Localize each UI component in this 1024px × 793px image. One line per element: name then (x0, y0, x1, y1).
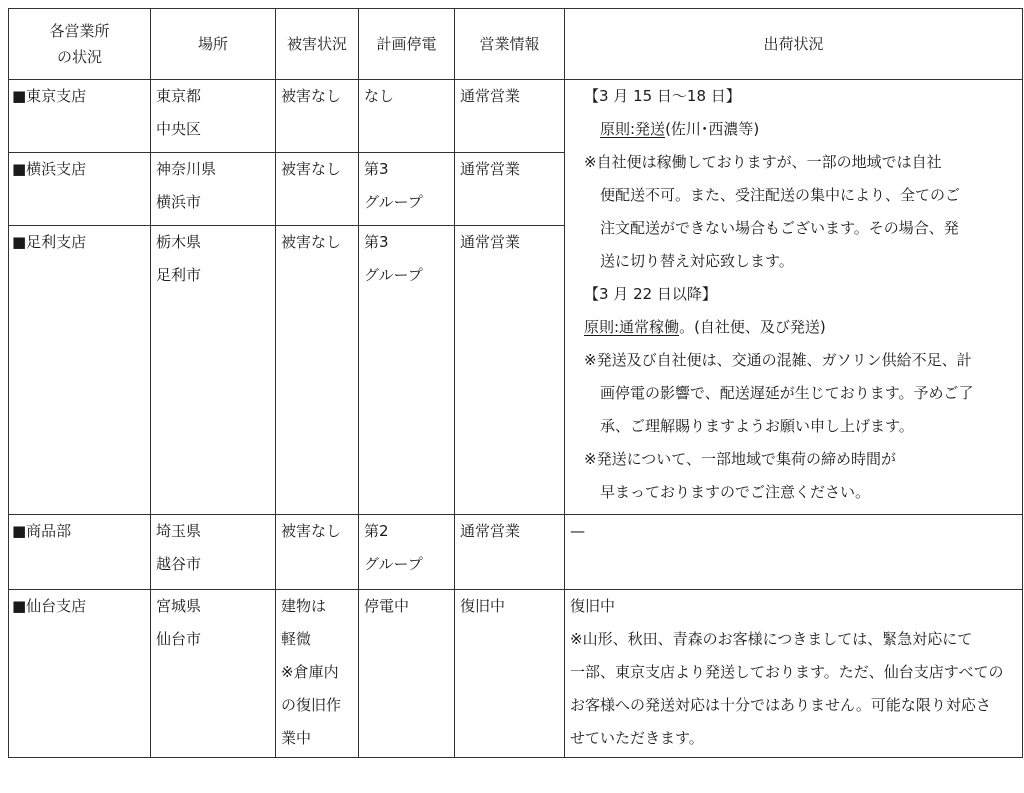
header-damage: 被害状況 (276, 9, 359, 80)
blackout-line: 第3 (364, 160, 389, 178)
branch-name: ■横浜支店 (9, 153, 151, 226)
blackout-status (359, 153, 455, 226)
shipping-note: 復旧中 (570, 597, 616, 615)
business-status: 通常営業 (455, 515, 565, 590)
branch-name: ■仙台支店 (9, 590, 151, 758)
damage-line: の復旧作 (281, 696, 342, 714)
location-line: 宮城県 (156, 597, 202, 615)
damage-status: 被害なし (276, 153, 359, 226)
shipping-note: 便配送不可。また、受注配送の集中により、全てのご (600, 186, 961, 204)
shipping-note: 一部、東京支店より発送しております。ただ、仙台支店すべての (570, 663, 1004, 681)
shipping-period-2: 【3 月 22 日以降】 (584, 285, 717, 303)
shipping-note: お客様への発送対応は十分ではありません。可能な限り対応さ (570, 696, 991, 714)
business-status: 通常営業 (455, 226, 565, 515)
shipping-status-sendai (565, 590, 1023, 758)
location-line: 中央区 (156, 120, 202, 138)
blackout-line: グループ (364, 266, 423, 284)
shipping-note: ※発送及び自社便は、交通の混雑、ガソリン供給不足、計 (584, 351, 972, 369)
damage-status: 被害なし (276, 515, 359, 590)
header-blackout: 計画停電 (359, 9, 455, 80)
header-status-line1: 各営業所 (49, 22, 110, 40)
damage-status: 被害なし (276, 80, 359, 153)
branch-status-table (8, 8, 1023, 758)
blackout-line: グループ (364, 193, 423, 211)
location-line: 横浜市 (156, 193, 202, 211)
blackout-status: 停電中 (359, 590, 455, 758)
damage-status (276, 590, 359, 758)
branch-name: ■東京支店 (9, 80, 151, 153)
business-status: 通常営業 (455, 80, 565, 153)
location-line: 栃木県 (156, 233, 202, 251)
shipping-note: 注文配送ができない場合もございます。その場合、発 (600, 219, 959, 237)
header-status-line2: の状況 (56, 48, 102, 66)
blackout-status (359, 515, 455, 590)
header-shipping: 出荷状況 (565, 9, 1023, 80)
branch-location (151, 226, 276, 515)
branch-location (151, 80, 276, 153)
shipping-note: 承、ご理解賜りますようお願い申し上げます。 (600, 417, 914, 435)
business-status: 復旧中 (455, 590, 565, 758)
damage-line: 業中 (281, 729, 312, 747)
shipping-rule-2 (570, 311, 1017, 344)
table-row (9, 515, 1023, 590)
business-status: 通常営業 (455, 153, 565, 226)
branch-location (151, 153, 276, 226)
blackout-line: 第3 (364, 233, 389, 251)
location-line: 埼玉県 (156, 522, 202, 540)
location-line: 仙台市 (156, 630, 202, 648)
branch-name: ■足利支店 (9, 226, 151, 515)
header-location: 場所 (151, 9, 276, 80)
location-line: 神奈川県 (156, 160, 217, 178)
damage-line: ※倉庫内 (281, 663, 339, 681)
shipping-note: 画停電の影響で、配送遅延が生じております。予めご了 (600, 384, 974, 402)
shipping-note: 早まっておりますのでご注意ください。 (600, 483, 871, 501)
shipping-status: — (565, 515, 1023, 590)
damage-line: 建物は (281, 597, 327, 615)
shipping-note: ※山形、秋田、青森のお客様につきましては、緊急対応にて (570, 630, 973, 648)
branch-location (151, 515, 276, 590)
header-business: 営業情報 (455, 9, 565, 80)
blackout-status (359, 226, 455, 515)
rule-label: 原則:通常稼働 (584, 318, 680, 336)
header-status (9, 9, 151, 80)
damage-line: 軽微 (281, 630, 312, 648)
table-row (9, 80, 1023, 153)
header-row (9, 9, 1023, 80)
location-line: 東京都 (156, 87, 202, 105)
shipping-note: ※発送について、一部地域で集荷の締め時間が (584, 450, 896, 468)
shipping-rule-1 (570, 113, 1017, 146)
branch-location (151, 590, 276, 758)
blackout-line: グループ (364, 555, 423, 573)
blackout-line: 第2 (364, 522, 389, 540)
rule-label: 原則:発送 (600, 120, 666, 138)
rule-rest: 。(自社便、及び発送) (679, 318, 826, 336)
damage-status: 被害なし (276, 226, 359, 515)
blackout-status: なし (359, 80, 455, 153)
shipping-status-main (565, 80, 1023, 515)
shipping-period-1: 【3 月 15 日～18 日】 (584, 87, 741, 105)
table-row (9, 590, 1023, 758)
location-line: 越谷市 (156, 555, 202, 573)
location-line: 足利市 (156, 266, 202, 284)
shipping-note: ※自社便は稼働しておりますが、一部の地域では自社 (584, 153, 942, 171)
shipping-note: せていただきます。 (570, 729, 704, 747)
branch-name: ■商品部 (9, 515, 151, 590)
shipping-note: 送に切り替え対応致します。 (600, 252, 794, 270)
rule-rest: (佐川･西濃等) (665, 120, 760, 138)
